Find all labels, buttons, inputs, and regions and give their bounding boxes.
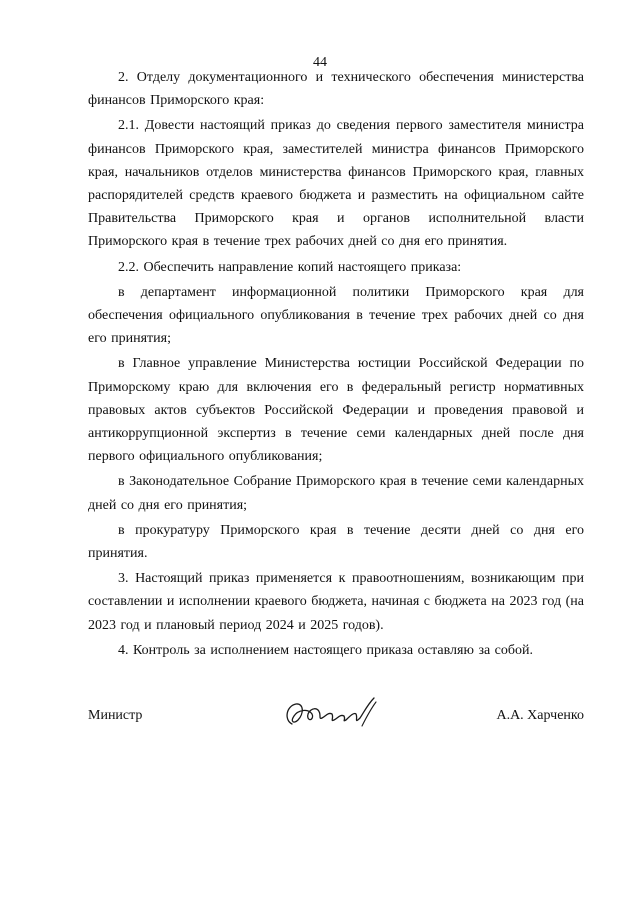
paragraph-3: 3. Настоящий приказ применяется к правоотношениям, возникающим при составлении и исполнении краевого бюджета, начиная с бюджета на 2023 год (на 2023 год и плановый период 2024 и 2025 годов). — [88, 571, 584, 633]
paragraph-2-2-item-2: в Главное управление Министерства юстиции Российской Федерации по Приморскому краю для включения его в федеральный регистр нормативных правовых актов субъектов Российской Федерации и проведения правовой и антикоррупционной экспертиз в течение семи календарных дней после дня первого официального опубликования; — [88, 356, 584, 465]
page-number: 44 — [313, 55, 327, 70]
paragraph-2-2-item-4: в прокуратуру Приморского края в течение десяти дней со дня его принятия. — [88, 522, 584, 562]
paragraph-2-2: 2.2. Обеспечить направление копий настоящего приказа: — [118, 259, 462, 275]
paragraph-2: 2. Отделу документационного и технического обеспечения министерства финансов Приморского края: — [88, 70, 584, 109]
paragraph-2-1: 2.1. Довести настоящий приказ до сведения первого заместителя министра финансов Приморского края, заместителей министра финансов Приморского края, начальников отделов министерства финансов Приморского края, главных распорядителей средств краевого бюджета и разместить на официальном сайте Правительства Приморского края и органов исполнительной власти Приморского края в течение трех рабочих дней со дня его принятия. — [88, 118, 584, 250]
paragraph-4: 4. Контроль за исполнением настоящего приказа оставляю за собой. — [118, 642, 534, 658]
handwritten-signature-icon — [278, 694, 388, 734]
signatory-name: А.А. Харченко — [496, 708, 584, 723]
signatory-title: Министр — [88, 708, 143, 723]
signature-block — [88, 708, 584, 748]
document-body — [88, 66, 584, 662]
paragraph-2-2-item-1: в департамент информационной политики Приморского края для обеспечения официального опубликования в течение трех рабочих дней со дня его принятия; — [88, 284, 584, 347]
paragraph-2-2-item-3: в Законодательное Собрание Приморского края в течение семи календарных дней со дня его принятия; — [88, 474, 584, 513]
